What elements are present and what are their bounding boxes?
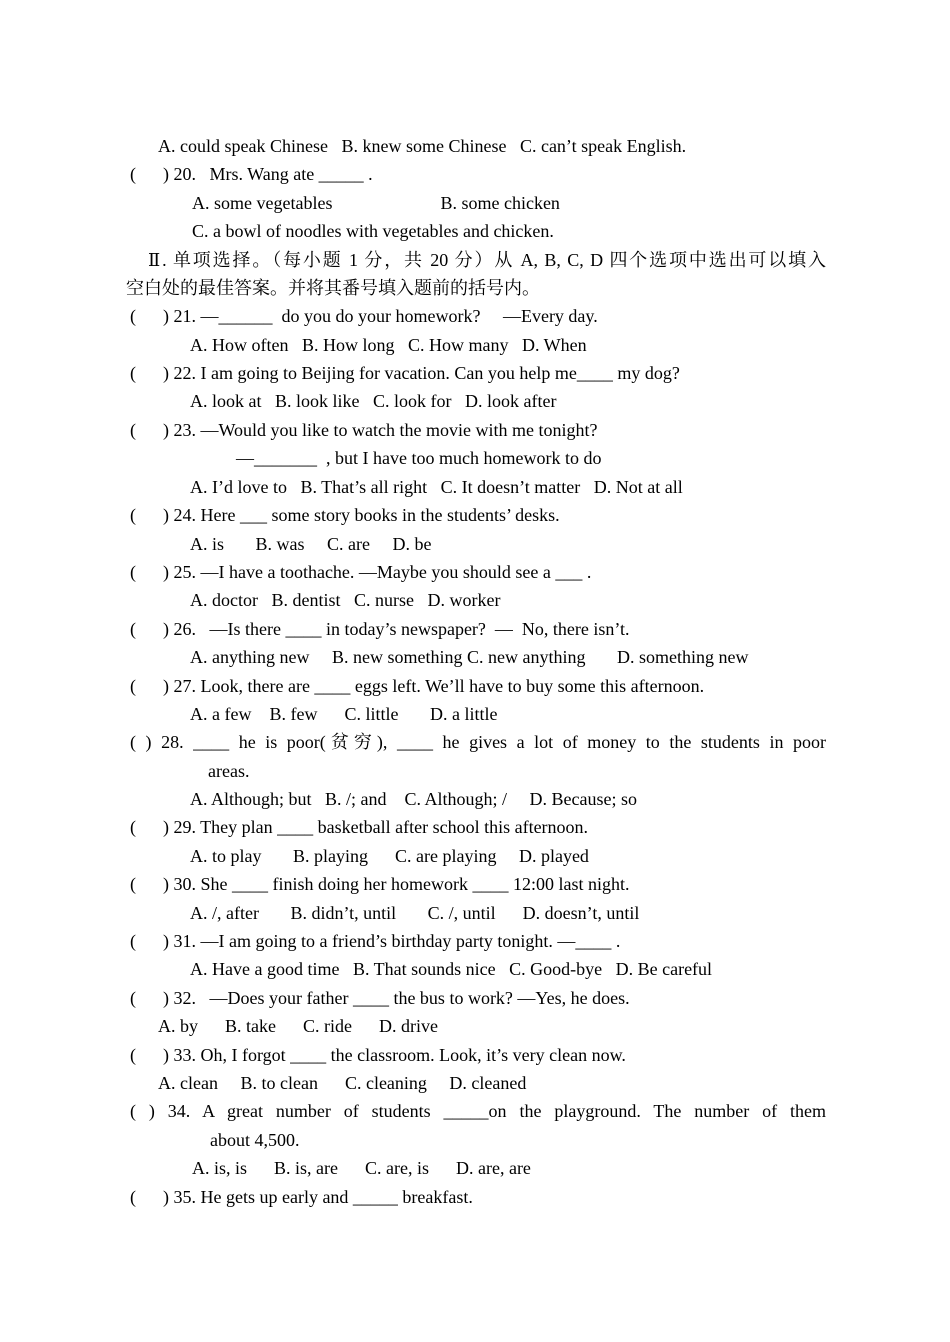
question-25-options: A. doctor B. dentist C. nurse D. worker xyxy=(190,590,501,610)
section-heading: Ⅱ. 单项选择。（每小题 1 分，共 20 分）从 A, B, C, D 四个选项中选出可以填入 xyxy=(148,250,826,270)
question-22-options: A. look at B. look like C. look for D. look after xyxy=(190,391,557,411)
question-32: ( ) 32. —Does your father ____ the bus to work? —Yes, he does. xyxy=(130,988,630,1008)
question-33-options: A. clean B. to clean C. cleaning D. cleaned xyxy=(158,1073,527,1093)
question-23-options: A. I’d love to B. That’s all right C. It doesn’t matter D. Not at all xyxy=(190,477,683,497)
question-27-options: A. a few B. few C. little D. a little xyxy=(190,704,498,724)
question-21: ( ) 21. —______ do you do your homework? —Every day. xyxy=(130,306,598,326)
text-line: A. could speak Chinese B. knew some Chinese C. can’t speak English. xyxy=(158,136,687,156)
question-26-options: A. anything new B. new something C. new anything D. something new xyxy=(190,647,749,667)
question-30-options: A. /, after B. didn’t, until C. /, until D. doesn’t, until xyxy=(190,903,640,923)
question-22: ( ) 22. I am going to Beijing for vacation. Can you help me____ my dog? xyxy=(130,363,680,383)
question-23: ( ) 23. —Would you like to watch the movie with me tonight? xyxy=(130,420,598,440)
question-29: ( ) 29. They plan ____ basketball after school this afternoon. xyxy=(130,817,589,837)
question-31-options: A. Have a good time B. That sounds nice C. Good-bye D. Be careful xyxy=(190,959,713,979)
question-28: areas. xyxy=(208,761,250,781)
question-34-options: A. is, is B. is, are C. are, is D. are, are xyxy=(192,1158,531,1178)
question-29-options: A. to play B. playing C. are playing D. played xyxy=(190,846,589,866)
question-20: ( ) 20. Mrs. Wang ate _____ . xyxy=(130,164,373,184)
question-27: ( ) 27. Look, there are ____ eggs left. We’ll have to buy some this afternoon. xyxy=(130,676,705,696)
question-32-options: A. by B. take C. ride D. drive xyxy=(158,1016,438,1036)
question-24-options: A. is B. was C. are D. be xyxy=(190,534,432,554)
question-34: ( ) 34. A great number of students _____on the playground. The number of them xyxy=(130,1101,826,1121)
question-21-options: A. How often B. How long C. How many D. When xyxy=(190,335,587,355)
question-30: ( ) 30. She ____ finish doing her homework ____ 12:00 last night. xyxy=(130,874,630,894)
question-31: ( ) 31. —I am going to a friend’s birthday party tonight. —____ . xyxy=(130,931,621,951)
question-34: about 4,500. xyxy=(210,1130,300,1150)
question-24: ( ) 24. Here ___ some story books in the students’ desks. xyxy=(130,505,560,525)
question-28-options: A. Although; but B. /; and C. Although; / D. Because; so xyxy=(190,789,637,809)
question-26: ( ) 26. —Is there ____ in today’s newspaper? — No, there isn’t. xyxy=(130,619,630,639)
question-20-options: C. a bowl of noodles with vegetables and chicken. xyxy=(192,221,554,241)
question-28: ( ) 28. ____ he is poor(贫穷), ____ he gives a lot of money to the students in poor xyxy=(130,732,826,752)
question-33: ( ) 33. Oh, I forgot ____ the classroom. Look, it’s very clean now. xyxy=(130,1045,626,1065)
section-heading: 空白处的最佳答案。并将其番号填入题前的括号内。 xyxy=(126,278,540,298)
question-35: ( ) 35. He gets up early and _____ breakfast. xyxy=(130,1187,473,1207)
question-20-options: A. some vegetables B. some chicken xyxy=(192,193,560,213)
question-25: ( ) 25. —I have a toothache. —Maybe you should see a ___ . xyxy=(130,562,592,582)
question-23: —_______ , but I have too much homework to do xyxy=(236,448,602,468)
